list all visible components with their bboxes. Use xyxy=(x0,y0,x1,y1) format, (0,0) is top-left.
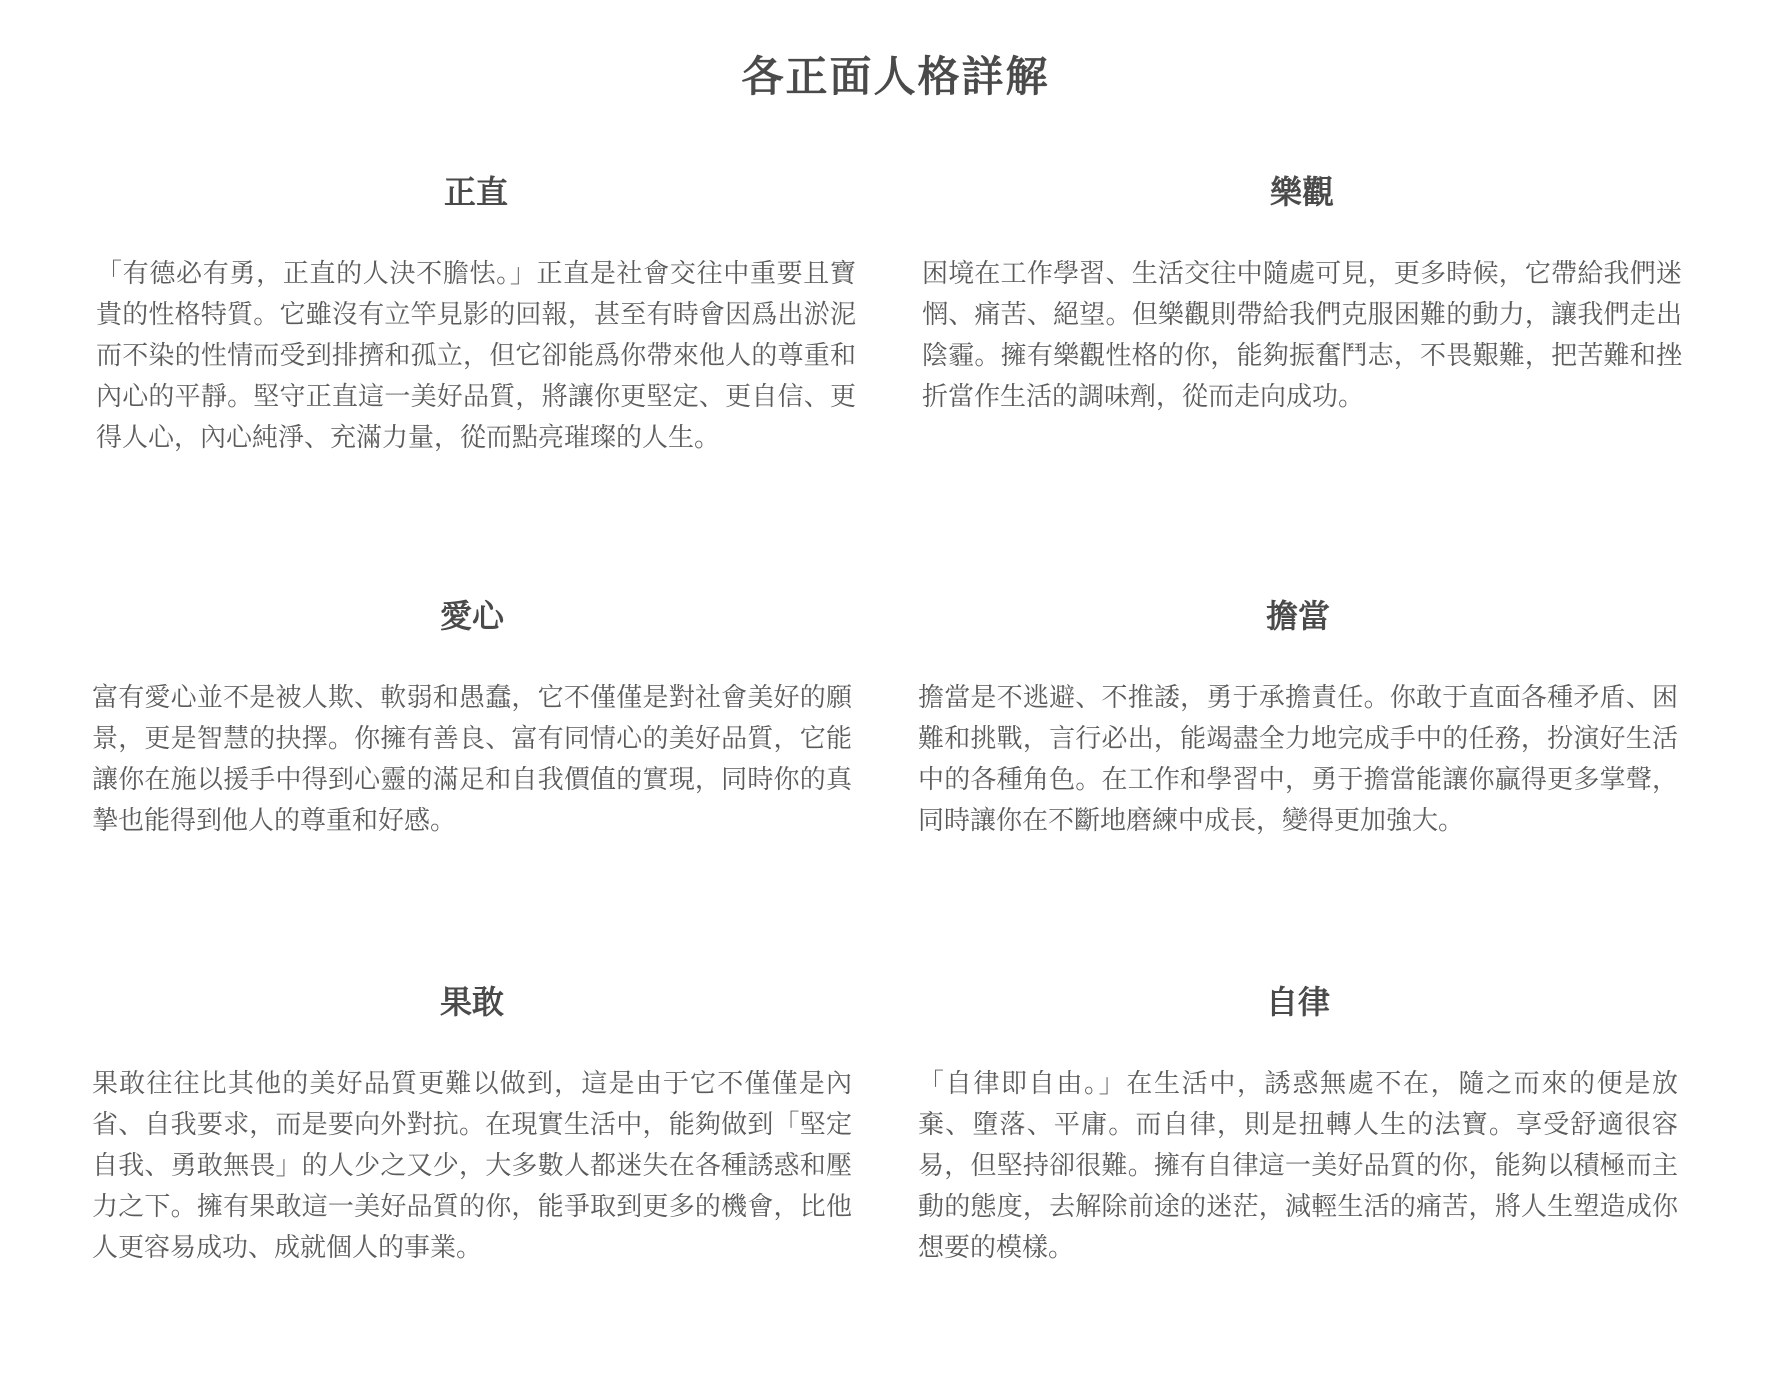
section-decisiveness xyxy=(92,980,852,1269)
section-title: 愛心 xyxy=(439,597,504,635)
page-title: 各正面人格詳解 xyxy=(741,52,1050,101)
section-integrity xyxy=(96,170,856,459)
section-title: 正直 xyxy=(443,173,508,211)
section-body: 擔當是不逃避、不推諉，勇于承擔責任。你敢于直面各種矛盾、困難和挑戰，言行必出，能竭盡全力地完成手中的任務，扮演好生活中的各種角色。在工作和學習中，勇于擔當能讓你贏得更多掌聲，同時讓你在不斷地磨練中成長，變得更加強大。 xyxy=(918,683,1678,836)
section-optimism xyxy=(922,170,1682,418)
section-body: 困境在工作學習、生活交往中隨處可見，更多時候，它帶給我們迷惘、痛苦、絕望。但樂觀則帶給我們克服困難的動力，讓我們走出陰霾。擁有樂觀性格的你，能夠振奮鬥志，不畏艱難，把苦難和挫折當作生活的調味劑，從而走向成功。 xyxy=(922,259,1682,412)
section-responsibility xyxy=(918,594,1678,842)
section-title: 自律 xyxy=(1265,983,1330,1021)
section-love xyxy=(92,594,852,842)
section-title: 樂觀 xyxy=(1269,173,1334,211)
section-title: 果敢 xyxy=(439,983,504,1021)
section-body: 「有德必有勇，正直的人決不膽怯。」正直是社會交往中重要且寶貴的性格特質。它雖沒有立竿見影的回報，甚至有時會因爲出淤泥而不染的性情而受到排擠和孤立，但它卻能爲你帶來他人的尊重和內心的平靜。堅守正直這一美好品質，將讓你更堅定、更自信、更得人心，內心純淨、充滿力量，從而點亮璀璨的人生。 xyxy=(96,259,856,453)
section-body: 「自律即自由。」在生活中，誘惑無處不在，隨之而來的便是放棄、墮落、平庸。而自律，則是扭轉人生的法寶。享受舒適很容易，但堅持卻很難。擁有自律這一美好品質的你，能夠以積極而主動的態度，去解除前途的迷茫，減輕生活的痛苦，將人生塑造成你想要的模樣。 xyxy=(918,1069,1678,1263)
section-body: 富有愛心並不是被人欺、軟弱和愚蠢，它不僅僅是對社會美好的願景，更是智慧的抉擇。你擁有善良、富有同情心的美好品質，它能讓你在施以援手中得到心靈的滿足和自我價值的實現，同時你的真摯也能得到他人的尊重和好感。 xyxy=(92,683,852,836)
section-body: 果敢往往比其他的美好品質更難以做到，這是由于它不僅僅是內省、自我要求，而是要向外對抗。在現實生活中，能夠做到「堅定自我、勇敢無畏」的人少之又少，大多數人都迷失在各種誘惑和壓力之下。擁有果敢這一美好品質的你，能爭取到更多的機會，比他人更容易成功、成就個人的事業。 xyxy=(92,1069,852,1263)
section-self-discipline xyxy=(918,980,1678,1269)
section-title: 擔當 xyxy=(1265,597,1330,635)
